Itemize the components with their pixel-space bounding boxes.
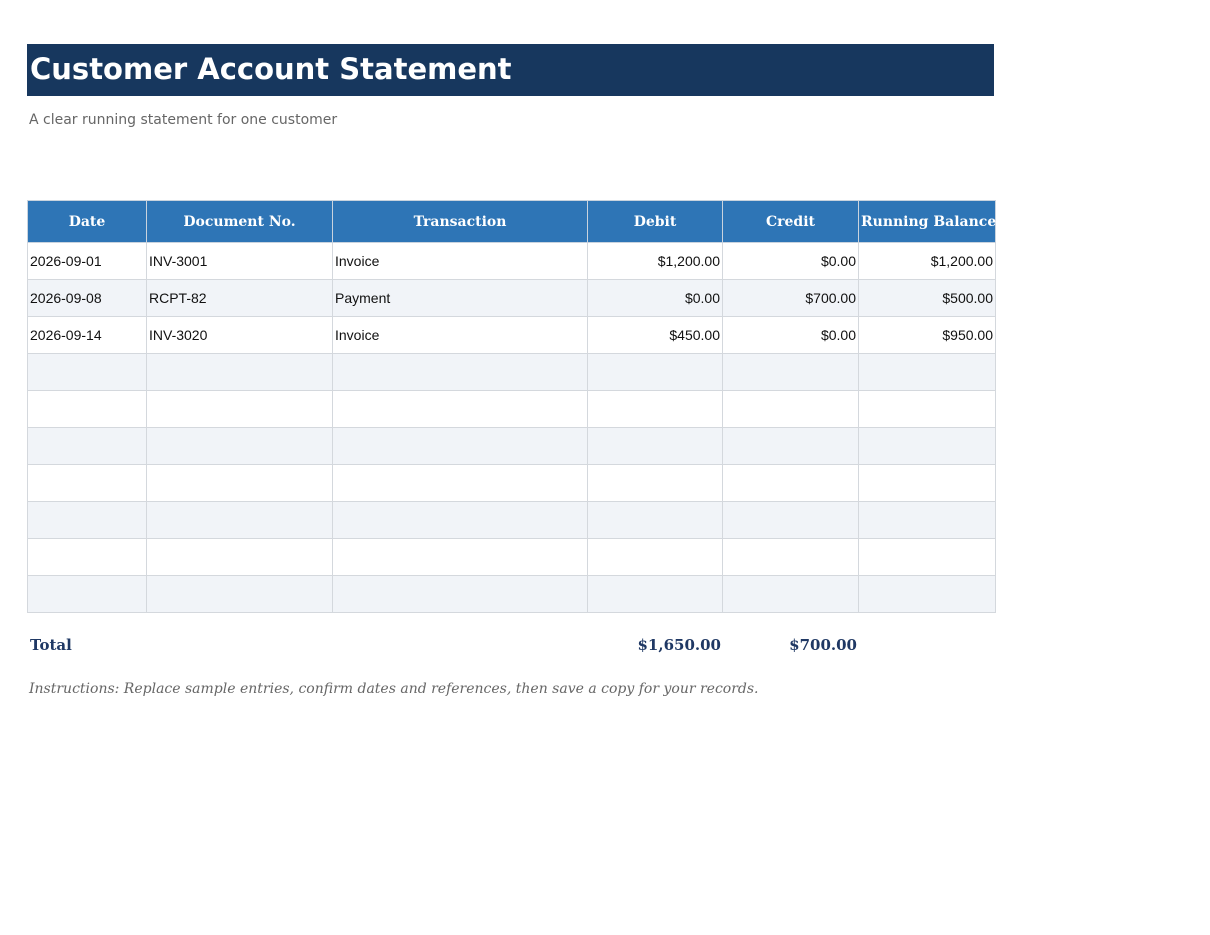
cell-date[interactable] — [28, 539, 147, 576]
cell-debit[interactable] — [588, 576, 723, 613]
table-row — [28, 465, 996, 502]
cell-credit[interactable]: $0.00 — [723, 317, 859, 354]
cell-date[interactable] — [28, 502, 147, 539]
cell-document-no[interactable]: INV-3001 — [147, 243, 333, 280]
cell-date[interactable]: 2026-09-08 — [28, 280, 147, 317]
table-row — [28, 391, 996, 428]
cell-document-no[interactable] — [147, 428, 333, 465]
cell-document-no[interactable] — [147, 576, 333, 613]
cell-credit[interactable] — [723, 576, 859, 613]
cell-date[interactable]: 2026-09-01 — [28, 243, 147, 280]
cell-debit[interactable]: $0.00 — [588, 280, 723, 317]
cell-date[interactable] — [28, 428, 147, 465]
page-subtitle: A clear running statement for one customer — [29, 112, 338, 128]
cell-credit[interactable] — [723, 539, 859, 576]
cell-document-no[interactable]: INV-3020 — [147, 317, 333, 354]
statement-table — [27, 200, 996, 613]
cell-credit[interactable] — [723, 465, 859, 502]
cell-document-no[interactable] — [147, 539, 333, 576]
table-row — [28, 428, 996, 465]
cell-debit[interactable]: $450.00 — [588, 317, 723, 354]
title-banner — [27, 44, 994, 96]
cell-running-balance[interactable] — [859, 502, 996, 539]
column-header-debit[interactable]: Debit — [588, 201, 723, 243]
instructions-note: Instructions: Replace sample entries, confirm dates and references, then save a copy for your records. — [29, 681, 759, 697]
column-header-document-no[interactable]: Document No. — [147, 201, 333, 243]
cell-debit[interactable] — [588, 502, 723, 539]
cell-transaction[interactable] — [333, 428, 588, 465]
cell-document-no[interactable] — [147, 391, 333, 428]
cell-date[interactable] — [28, 391, 147, 428]
table-row — [28, 539, 996, 576]
totals-row — [27, 630, 995, 658]
total-credit: $700.00 — [789, 636, 857, 654]
cell-debit[interactable]: $1,200.00 — [588, 243, 723, 280]
table-row — [28, 354, 996, 391]
cell-document-no[interactable]: RCPT-82 — [147, 280, 333, 317]
cell-credit[interactable] — [723, 428, 859, 465]
cell-transaction[interactable] — [333, 391, 588, 428]
column-header-running-balance[interactable]: Running Balance — [859, 201, 996, 243]
table-row — [28, 317, 996, 354]
cell-credit[interactable] — [723, 391, 859, 428]
cell-transaction[interactable]: Invoice — [333, 243, 588, 280]
cell-running-balance[interactable]: $950.00 — [859, 317, 996, 354]
cell-transaction[interactable] — [333, 465, 588, 502]
cell-document-no[interactable] — [147, 502, 333, 539]
cell-running-balance[interactable] — [859, 465, 996, 502]
table-row — [28, 280, 996, 317]
table-row — [28, 576, 996, 613]
cell-running-balance[interactable] — [859, 539, 996, 576]
table-row — [28, 243, 996, 280]
cell-credit[interactable] — [723, 354, 859, 391]
cell-running-balance[interactable] — [859, 391, 996, 428]
cell-transaction[interactable]: Invoice — [333, 317, 588, 354]
cell-debit[interactable] — [588, 391, 723, 428]
page-title: Customer Account Statement — [30, 52, 512, 86]
cell-debit[interactable] — [588, 465, 723, 502]
cell-transaction[interactable] — [333, 354, 588, 391]
cell-document-no[interactable] — [147, 354, 333, 391]
cell-date[interactable]: 2026-09-14 — [28, 317, 147, 354]
cell-running-balance[interactable]: $500.00 — [859, 280, 996, 317]
column-header-credit[interactable]: Credit — [723, 201, 859, 243]
column-header-date[interactable]: Date — [28, 201, 147, 243]
cell-date[interactable] — [28, 465, 147, 502]
cell-running-balance[interactable] — [859, 354, 996, 391]
table-header-row — [28, 201, 996, 243]
table-row — [28, 502, 996, 539]
cell-credit[interactable]: $700.00 — [723, 280, 859, 317]
cell-transaction[interactable] — [333, 576, 588, 613]
cell-transaction[interactable] — [333, 539, 588, 576]
cell-credit[interactable]: $0.00 — [723, 243, 859, 280]
cell-running-balance[interactable] — [859, 428, 996, 465]
cell-date[interactable] — [28, 354, 147, 391]
cell-debit[interactable] — [588, 428, 723, 465]
total-debit: $1,650.00 — [637, 636, 721, 654]
cell-document-no[interactable] — [147, 465, 333, 502]
column-header-transaction[interactable]: Transaction — [333, 201, 588, 243]
cell-credit[interactable] — [723, 502, 859, 539]
totals-label: Total — [30, 636, 72, 654]
cell-running-balance[interactable] — [859, 576, 996, 613]
cell-debit[interactable] — [588, 354, 723, 391]
cell-date[interactable] — [28, 576, 147, 613]
cell-transaction[interactable]: Payment — [333, 280, 588, 317]
cell-running-balance[interactable]: $1,200.00 — [859, 243, 996, 280]
cell-debit[interactable] — [588, 539, 723, 576]
cell-transaction[interactable] — [333, 502, 588, 539]
